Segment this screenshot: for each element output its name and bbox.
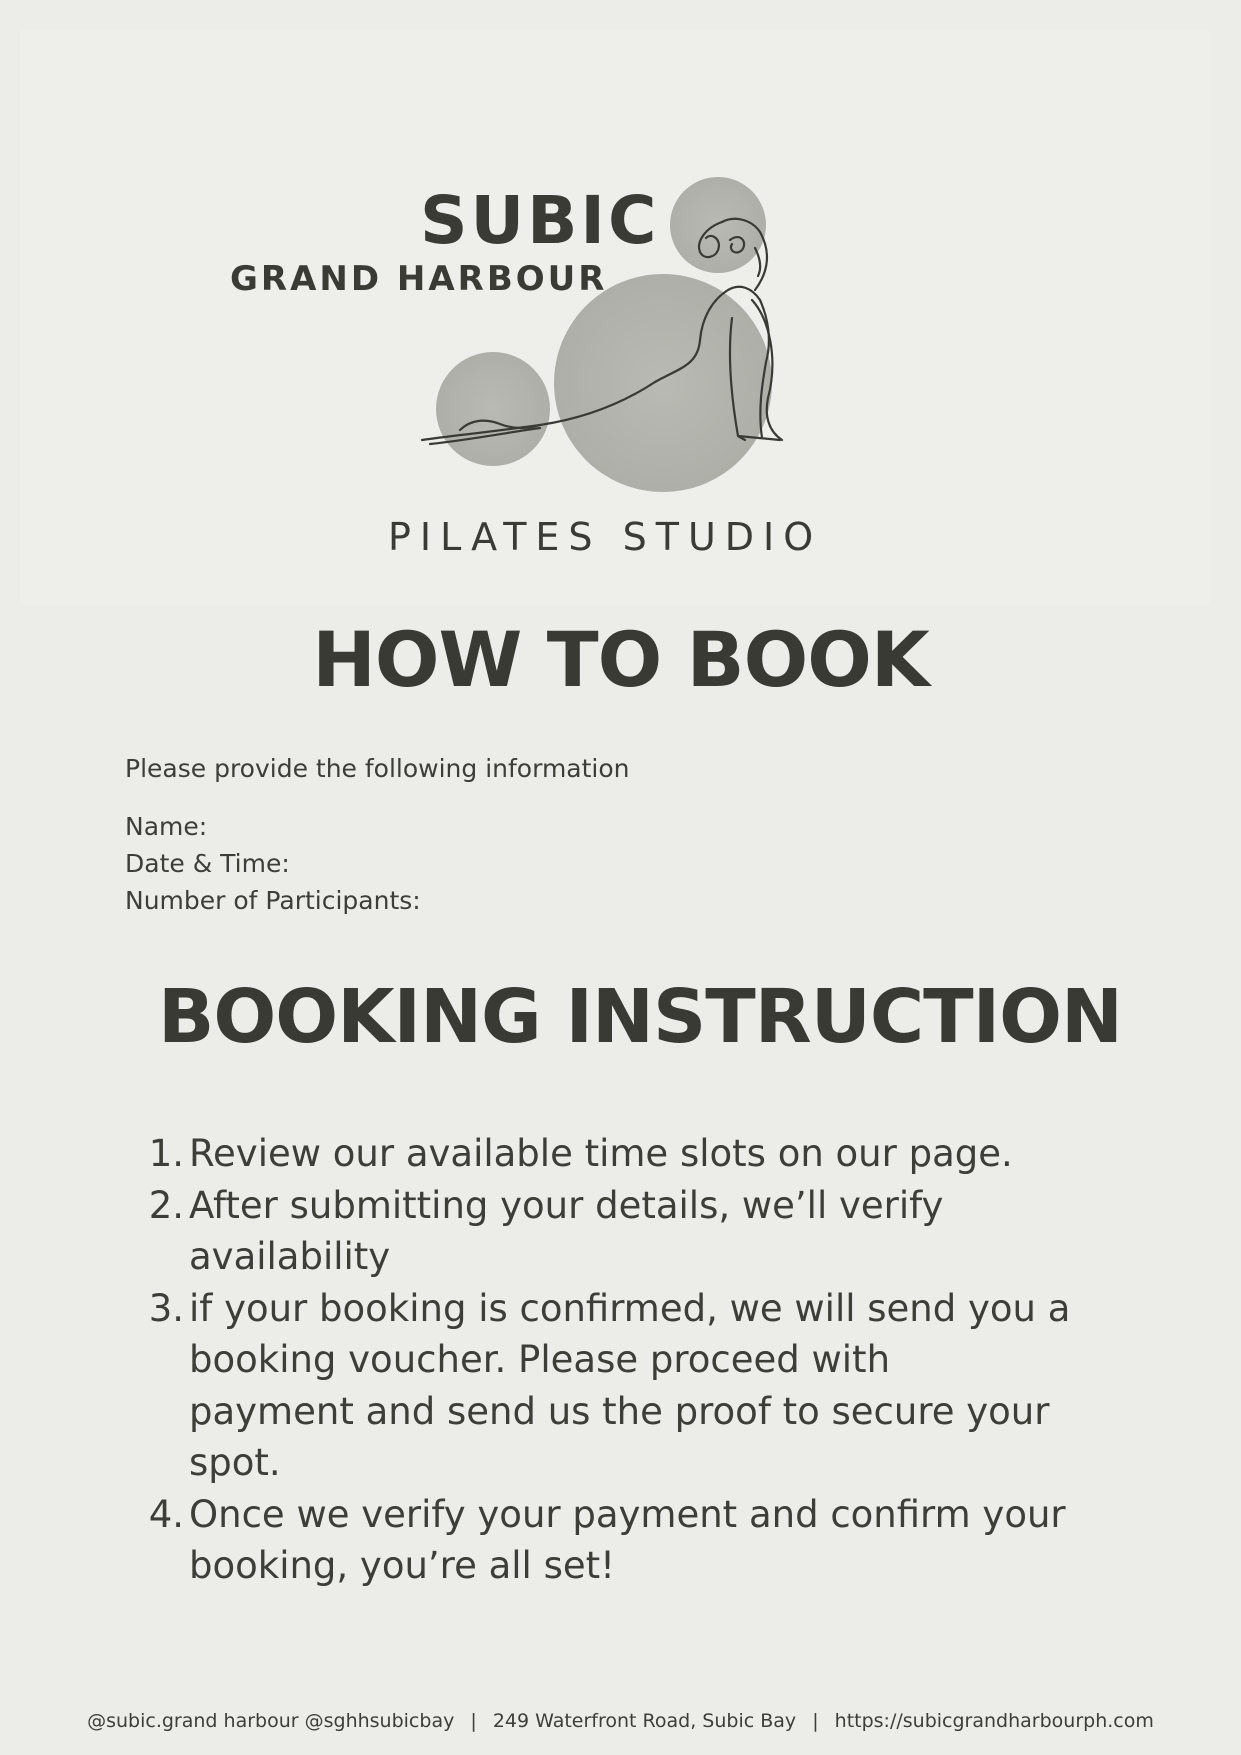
instruction-steps-list [140, 1128, 1120, 1592]
logo-block [0, 0, 1241, 600]
footer-separator: | [470, 1710, 477, 1732]
step-text-line: booking, you’re all set! [189, 1544, 615, 1587]
pilates-figure-icon [0, 0, 1241, 600]
field-name-label: Name: [125, 812, 208, 841]
step-number: 3. [148, 1286, 184, 1330]
logo-circle-left [436, 352, 550, 466]
instruction-step-1 [140, 1128, 1120, 1180]
footer-address: 249 Waterfront Road, Subic Bay [492, 1710, 797, 1732]
footer-separator: | [812, 1710, 819, 1732]
step-number: 1. [148, 1132, 184, 1175]
instruction-step-4 [140, 1489, 1120, 1592]
brand-name-grand-harbour: GRAND HARBOUR [230, 259, 608, 299]
field-date-time-label: Date & Time: [125, 849, 290, 878]
field-participants-label: Number of Participants: [125, 886, 421, 915]
how-to-book-heading: HOW TO BOOK [312, 615, 929, 704]
logo-circle-large [554, 274, 772, 492]
figure-chin-line [755, 248, 760, 276]
step-text-line: Review our available time slots on our page. [189, 1132, 1013, 1175]
booking-fields-list [125, 812, 421, 923]
step-number: 4. [148, 1492, 184, 1536]
instruction-step-3 [140, 1283, 1120, 1489]
booking-instruction-heading: BOOKING INSTRUCTION [158, 974, 1122, 1060]
footer-contact-bar [0, 1712, 1241, 1731]
instruction-step-2 [140, 1180, 1120, 1283]
info-request-text: Please provide the following information [125, 754, 630, 783]
step-text-line: Once we verify your payment and confirm your [189, 1492, 1066, 1536]
footer-website-link[interactable]: https://subicgrandharbourph.com [834, 1710, 1154, 1732]
step-number: 2. [148, 1183, 184, 1227]
step-text-line: if your booking is confirmed, we will send you a [189, 1286, 1071, 1330]
brand-name-subic: SUBIC [420, 182, 660, 259]
step-text-line: availability [189, 1235, 391, 1278]
brand-name-pilates-studio: PILATES STUDIO [388, 515, 823, 559]
step-text-line: payment and send us the proof to secure your [189, 1389, 1050, 1433]
footer-social-handles: @subic.grand harbour @sghhsubicbay [87, 1710, 455, 1732]
step-text-line: booking voucher. Please proceed with [189, 1338, 891, 1381]
step-text-line: After submitting your details, we’ll verify [189, 1183, 944, 1227]
step-text-line: spot. [189, 1441, 281, 1484]
